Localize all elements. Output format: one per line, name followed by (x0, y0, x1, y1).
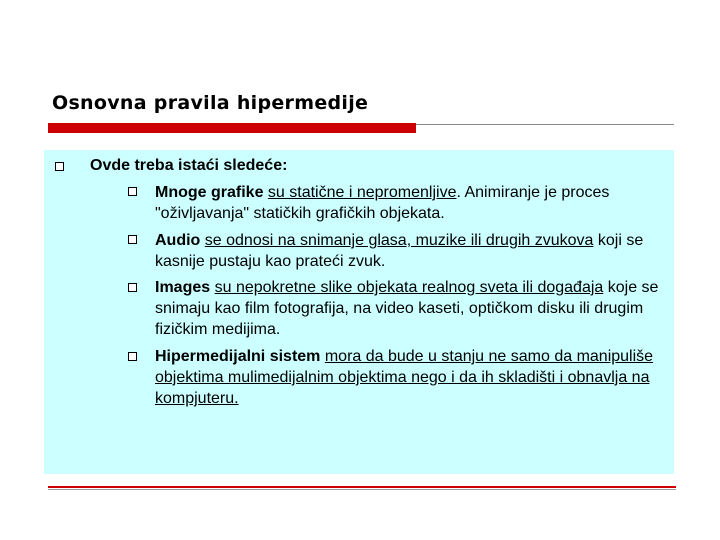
sub-bullet-square-icon (128, 352, 137, 361)
item-link[interactable]: mora da bude u stanju ne samo da manipuliše objektima mulimedijalnim objektima nego i da ih skladišti i obnavlja na kompjuteru. (155, 348, 654, 407)
item-link[interactable]: su statične i nepromenljive (267, 184, 457, 201)
item-lead: Audio (155, 232, 201, 249)
title-underline-gray (416, 124, 674, 125)
list-item (155, 346, 675, 409)
intro-text: Ovde treba istaći sledeće: (90, 157, 288, 174)
item-rest: koje se snimaju kao film fotografija, na video kaseti, optičkom disku ili drugim fizičkim medijima. (155, 279, 659, 338)
list-item (155, 277, 675, 340)
slide-title: Osnovna pravila hipermedije (52, 92, 369, 114)
item-lead: Images (155, 279, 211, 296)
sub-bullet-square-icon (128, 235, 137, 244)
list-item (155, 182, 675, 224)
title-underline-red (48, 123, 416, 133)
sub-bullet-square-icon (128, 283, 137, 292)
item-link[interactable]: se odnosi na snimanje glasa, muzike ili drugih zvukova (204, 232, 594, 249)
item-rest: koji se kasnije pustaju kao prateći zvuk. (155, 232, 644, 270)
item-rest: . Animiranje je proces "oživljavanja" statičkih grafičkih objekata. (155, 184, 610, 222)
item-link[interactable]: su nepokretne slike objekata realnog sveta ili događaja (214, 279, 604, 296)
footer-rule-gray (48, 489, 676, 490)
sub-bullet-square-icon (128, 187, 137, 196)
item-lead: Hipermedijalni sistem (155, 348, 321, 365)
list-item (155, 230, 675, 272)
footer-rule-red (48, 486, 676, 488)
bullet-square-icon (55, 162, 64, 171)
item-lead: Mnoge grafike (155, 184, 264, 201)
